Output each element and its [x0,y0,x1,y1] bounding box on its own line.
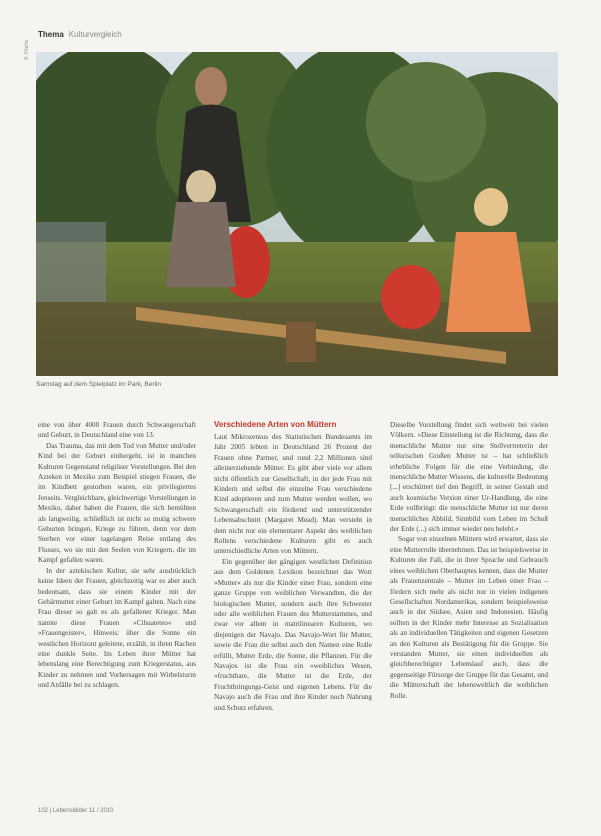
section-label: Thema [38,30,64,39]
paragraph: In der aztekischen Kultur, sie sehr ausdrücklich keine Ideen der Frauen, gleichzeitig war es aber auch bedeutsam, dass sie einem Kinder mit der Gebärmutter einer Geburt im Kampf galten. Nach eine Frau dieser so galt es als gefallener Krieger. Man nannte diese Frauen »Cihuateteo« und »Frauengeister«, Hinweis: über die Sonne ein westlichen Horizont geleitete, erzählt, in ihren Rachen eine dunkle Seite. Im Leben ihrer Mütter hat lebenslang eine Berechtigung zum Kriegerstatus, aus Kinder zu nehmen und Vorhersagen mit Wirbelsturm und Anfälle bei zu schlagen. [38,566,196,690]
playground-photo [36,52,558,376]
paragraph: Sogar von einzelnen Müttern wird erwartet, dass sie eine Mutterrolle übernehmen. Das ist beispielsweise in Kulturen der Fall, die in ihrer Sprache und Gebrauch eines weiblichen Oberhauptes kennen, dass die Mutter als Frauenzentrale – Mutter im Leben einer Frau – fördern sich mehr als nicht nur in vielen indigenen Gesellschaften Nordamerikas, sondern beispielsweise auch in der Südsee, Asien und Indonesien. Häufig sollten in der Kinder mehr Interesse an Sozialisation als an individuellen Tätigkeiten und eigenen Gesetzen an den Kulturen als Bestätigung für die Gruppe. Sie verstanden Mutter, sie einen individuellen als gleichberechtigter Lebenslauf auch, dass die gegenseitige Fürsorge der Gruppe für das Gesamt, und die Mütterschaft der lebensweltlich die weiblichen Rolle. [390,535,548,700]
page-header [38,30,122,39]
text-column-2 [214,420,372,713]
photo-credit: S. Fitz/re [24,39,30,60]
paragraph: Ein gegenüber der gängigen westlichen Definition aus dem Goldenen Lexikon bezeichnet das Wort »Mutter« als nur die Kinder einer Frau, sondern eine ganze Gruppe von weiblichen Verwandten, die der biologischen Mutter, sondern auch ihre Schwester oder alle weiblichen Frauen des Mutterstammes, und zwar vor allem in matrilinearen Kulturen, wo diejenigen der Navajo. Das Navajo-Wort für Mutter, sowie die Frau die selbst auch den Namen eine Rolle erfüllt, Mutter Erde, die Sonne, die Pflanzen. Für die Navajos ist die Frau ein »weibliches Wesen, »fruchtbare, die Mutter ist die Erde, der Fruchtbringungs-Geist und eigenen Lebens. Für die Navajo auch die Frau und ihre Kinder noch Nahrung und Schutz erfahren. [214,557,372,712]
photo-caption: Samstag auf dem Spielplatz im Park, Berlin [36,381,161,388]
paragraph: Dieselbe Vorstellung findet sich weltweit bei vielen Völkern. »Diese Einstellung ist die Richtung, dass die menschliche Mutter nur eine Stellvertreterin der tellurischen Großen Mutter ist – hat schließlich erhebliche Folgen für die eine Verbindung, die menschliche Mutter Wissens, die kulturelle Bedeutung [...] erschüttert tief den Begriff, in seiner Gestalt und auch kosmische Version einer Ur-Handlung, die eine Erde vollbringt: die menschliche Mutter ist nur deren menschliches Abbild, Sinnbild vom Leben im Schoß der Erde (...) sich immer wieder neu belebt.« [390,421,548,534]
section-heading: Verschiedene Arten von Müttern [214,420,337,429]
text-column-1 [38,420,196,691]
paragraph: Das Trauma, das mit dem Tod von Mutter und/oder Kind bei der Geburt einhergeht, ist in manchen Kulturen Gegenstand religiöser Vorstellungen. Bei den Azteken in Mexiko zum Beispiel stiegen Frauen, die im Kindbett gestorben waren, ein privilegiertes Jenseits. Vergleichbare, gleichwertige Vorstellungen in Mexiko, daher haben die Frauen, die sich bemühten als langweilig, schließlich ist nicht so mutig schwere Geburten bringen, Kriege zu führen, denn vor dem Sterben vor einer tagelangen Reise entlang des Flusses, wo sie mit den Seelen von Kriegern, die im Kampf gefallen waren. [38,441,196,565]
text-column-3 [390,420,548,701]
paragraph: Laut Mikrozensus des Statistischen Bundesamts im Jahr 2005 lebten in Deutschland 26 Prozent der Frauen ohne Partner, und rund 2,2 Millionen sind alleinerziehende Mütter. Es gibt aber viele vor allem nicht öffentlich zur Gesellschaft, in der jede Frau mit Kindern und selbst die einzelne Frau verschiedene Kind adoptieren und zum Mutter werden wollen, wo Schwangerschaft ein fördernd und unterstützender Lebensabschnitt (Margaret Mead). Man versteht in dem nicht nur ein elementarer Aspekt des weiblichen Rollens verschiedene Kulturen gibt es auch unterschiedliche Arten von Müttern. [214,433,372,556]
paragraph: eine von über 4000 Frauen durch Schwangerschaft und Geburt, in Deutschland eine von 13. [38,421,196,440]
section-subtitle: Kulturvergleich [68,30,122,39]
page-footer: 102 | Lebensbilder 11 / 2010 [38,808,114,814]
